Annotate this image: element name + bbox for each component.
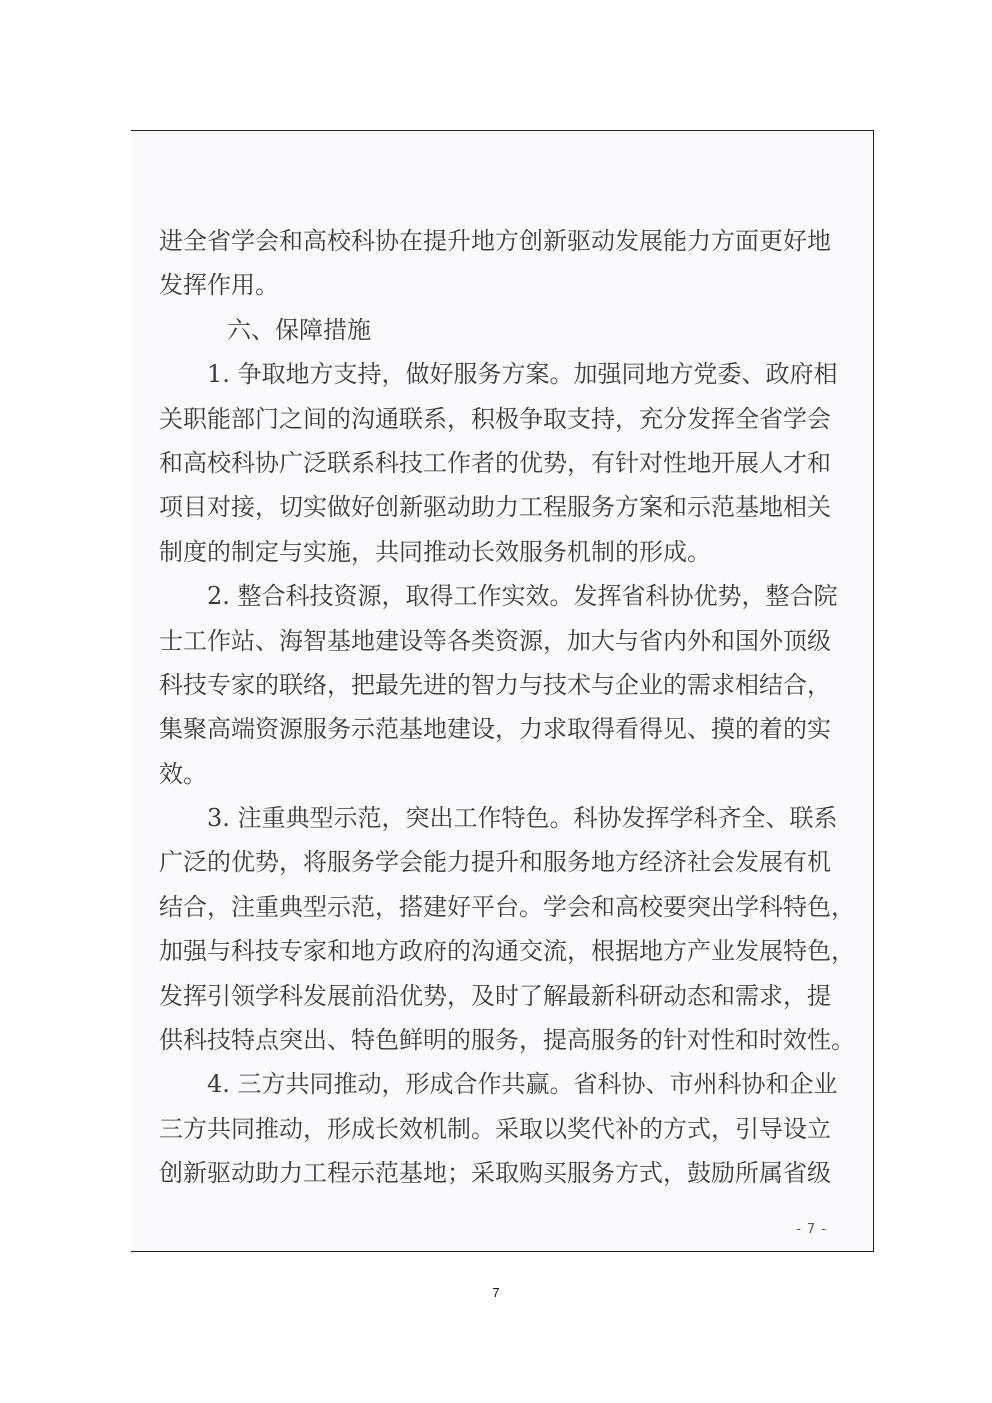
text-line: 和高校科协广泛联系科技工作者的优势，有针对性地开展人才和 [159, 448, 831, 477]
text-line: 集聚高端资源服务示范基地建设，力求取得看得见、摸的着的实 [159, 715, 831, 744]
text-line: 发挥引领学科发展前沿优势，及时了解最新科研动态和需求，提 [159, 981, 831, 1010]
section-heading: 六、保障措施 [227, 315, 371, 344]
text-line: 供科技特点突出、特色鲜明的服务，提高服务的针对性和时效性。 [159, 1026, 855, 1055]
scanned-page [131, 130, 874, 1252]
text-line: 项目对接，切实做好创新驱动助力工程服务方案和示范基地相关 [159, 493, 831, 522]
text-line: 关职能部门之间的沟通联系，积极争取支持，充分发挥全省学会 [159, 404, 831, 433]
text-line: 进全省学会和高校科协在提升地方创新驱动发展能力方面更好地 [159, 227, 831, 255]
text-line: 创新驱动助力工程示范基地；采取购买服务方式，鼓励所属省级 [159, 1159, 831, 1188]
text-line: 广泛的优势，将服务学会能力提升和服务地方经济社会发展有机 [159, 848, 831, 877]
text-line: 加强与科技专家和地方政府的沟通交流，根据地方产业发展特色， [159, 937, 855, 966]
text-line: 结合，注重典型示范，搭建好平台。学会和高校要突出学科特色， [159, 892, 855, 921]
text-line: 2. 整合科技资源，取得工作实效。发挥省科协优势，整合院 [207, 582, 838, 611]
text-line: 效。 [159, 759, 207, 788]
text-line: 发挥作用。 [159, 271, 279, 300]
text-line: 三方共同推动，形成长效机制。采取以奖代补的方式，引导设立 [159, 1114, 831, 1143]
text-line: 制度的制定与实施，共同推动长效服务机制的形成。 [159, 537, 711, 566]
text-line: 士工作站、海智基地建设等各类资源，加大与省内外和国外顶级 [159, 626, 831, 655]
scan-page-number: - 7 - [796, 1222, 827, 1237]
text-line: 科技专家的联络，把最先进的智力与技术与企业的需求相结合， [159, 670, 831, 699]
page-number: 7 [492, 1285, 500, 1300]
body-text [159, 219, 855, 1196]
text-line: 4. 三方共同推动，形成合作共赢。省科协、市州科协和企业 [207, 1070, 838, 1099]
text-line: 3. 注重典型示范，突出工作特色。科协发挥学科齐全、联系 [207, 804, 838, 833]
text-line: 1. 争取地方支持，做好服务方案。加强同地方党委、政府相 [207, 360, 838, 389]
